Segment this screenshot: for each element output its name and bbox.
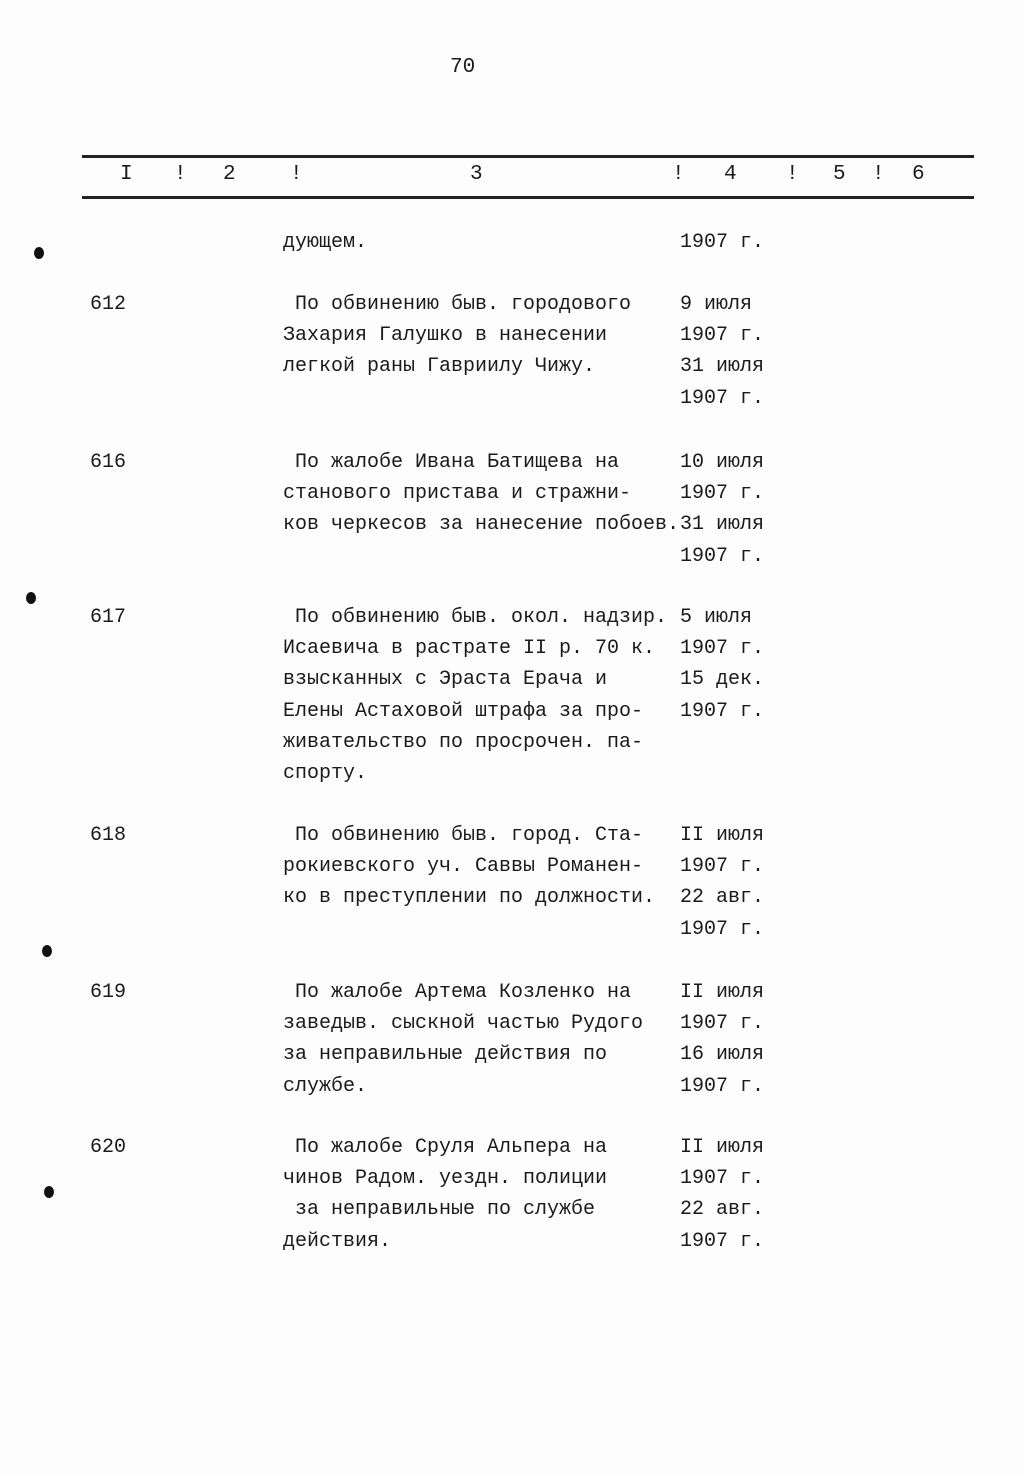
- entry-line: [283, 918, 983, 949]
- entry-number: 612: [90, 293, 127, 316]
- entry-line: [283, 606, 983, 637]
- description-text: легкой раны Гавриилу Чижу.: [283, 355, 596, 379]
- entry-number: 618: [90, 824, 127, 847]
- col-header-6: 6: [912, 163, 925, 186]
- entry-number: 619: [90, 981, 127, 1004]
- date-text: 1907 г.: [680, 324, 765, 348]
- date-text: 9 июля: [680, 293, 753, 316]
- col-separator: !: [872, 163, 885, 186]
- date-text: 1907 г.: [680, 699, 765, 723]
- date-text: 31 июля: [680, 355, 765, 379]
- description-text: действия.: [283, 1229, 392, 1253]
- col-header-1: I: [120, 163, 133, 186]
- date-text: 22 авг.: [680, 1198, 765, 1222]
- col-header-5: 5: [833, 163, 846, 186]
- entry-line: [283, 1043, 983, 1074]
- entry-line: [283, 637, 983, 668]
- description-text: живательство по просрочен. па-: [283, 730, 644, 754]
- date-text: 1907 г.: [680, 544, 765, 568]
- date-text: II июля: [680, 981, 765, 1004]
- date-text: 1907 г.: [680, 855, 765, 879]
- description-text: взысканных с Эраста Ерача и: [283, 668, 608, 692]
- header-bottom-rule: [82, 196, 974, 199]
- description-text: По обвинению быв. городового: [283, 293, 632, 316]
- entry-line: [283, 513, 983, 544]
- entry-line: [283, 355, 983, 386]
- entry-line: [283, 1075, 983, 1106]
- punch-hole-mark: [26, 592, 36, 604]
- punch-hole-mark: [44, 1186, 54, 1198]
- entry-line: [283, 981, 983, 1012]
- entry-line: [283, 545, 983, 576]
- description-text: дующем.: [283, 231, 368, 254]
- date-text: 16 июля: [680, 1043, 765, 1067]
- entry-line: [283, 762, 983, 793]
- date-text: II июля: [680, 1136, 765, 1159]
- col-separator: !: [786, 163, 799, 186]
- date-text: 1907 г.: [680, 386, 765, 410]
- header-top-rule: [82, 155, 974, 158]
- description-text: По обвинению быв. город. Ста-: [283, 824, 644, 847]
- description-text: за неправильные по службе: [283, 1198, 596, 1222]
- col-separator: !: [290, 163, 303, 186]
- col-separator: !: [174, 163, 187, 186]
- date-text: 1907 г.: [680, 1167, 765, 1191]
- description-text: Исаевича в растрате II р. 70 к.: [283, 637, 656, 661]
- entry-line: [283, 1198, 983, 1229]
- date-text: 1907 г.: [680, 231, 765, 254]
- description-text: рокиевского уч. Саввы Романен-: [283, 855, 644, 879]
- entry-line: [283, 451, 983, 482]
- description-text: чинов Радом. уездн. полиции: [283, 1167, 608, 1191]
- entry-line: [283, 886, 983, 917]
- entry-line: [283, 668, 983, 699]
- description-text: службе.: [283, 1074, 368, 1098]
- description-text: По жалобе Сруля Альпера на: [283, 1136, 608, 1159]
- entry-line: [283, 324, 983, 355]
- description-text: По жалобе Ивана Батищева на: [283, 451, 620, 474]
- col-separator: !: [672, 163, 685, 186]
- date-text: 15 дек.: [680, 668, 765, 692]
- entry-line: [283, 1136, 983, 1167]
- date-text: 31 июля: [680, 513, 765, 537]
- entry-number: 616: [90, 451, 127, 474]
- col-header-2: 2: [223, 163, 236, 186]
- date-text: 1907 г.: [680, 637, 765, 661]
- date-text: 1907 г.: [680, 1012, 765, 1036]
- date-text: 1907 г.: [680, 917, 765, 941]
- col-header-3: 3: [470, 163, 483, 186]
- description-text: По жалобе Артема Козленко на: [283, 981, 632, 1004]
- description-text: за неправильные действия по: [283, 1043, 608, 1067]
- page-number: 70: [450, 56, 476, 79]
- description-text: ко в преступлении по должности.: [283, 886, 656, 910]
- description-text: станового пристава и стражни-: [283, 482, 632, 506]
- description-text: Захария Галушко в нанесении: [283, 324, 608, 348]
- entry-line: [283, 855, 983, 886]
- punch-hole-mark: [42, 945, 52, 957]
- date-text: II июля: [680, 824, 765, 847]
- entry-line: [283, 387, 983, 418]
- entry-line: [283, 231, 983, 262]
- description-text: ков черкесов за нанесение побоев.: [283, 513, 680, 537]
- entry-line: [283, 482, 983, 513]
- entry-line: [283, 731, 983, 762]
- date-text: 1907 г.: [680, 1074, 765, 1098]
- entry-line: [283, 1167, 983, 1198]
- entry-number: 617: [90, 606, 127, 629]
- date-text: 5 июля: [680, 606, 753, 629]
- entry-line: [283, 824, 983, 855]
- description-text: Елены Астаховой штрафа за про-: [283, 699, 644, 723]
- description-text: спорту.: [283, 762, 368, 785]
- punch-hole-mark: [34, 247, 44, 259]
- date-text: 1907 г.: [680, 1229, 765, 1253]
- date-text: 1907 г.: [680, 482, 765, 506]
- date-text: 10 июля: [680, 451, 765, 474]
- col-header-4: 4: [724, 163, 737, 186]
- entry-line: [283, 1012, 983, 1043]
- entry-line: [283, 293, 983, 324]
- date-text: 22 авг.: [680, 886, 765, 910]
- entry-number: 620: [90, 1136, 127, 1159]
- entry-line: [283, 1230, 983, 1261]
- entry-line: [283, 700, 983, 731]
- description-text: По обвинению быв. окол. надзир.: [283, 606, 668, 629]
- description-text: заведыв. сыскной частью Рудого: [283, 1012, 644, 1036]
